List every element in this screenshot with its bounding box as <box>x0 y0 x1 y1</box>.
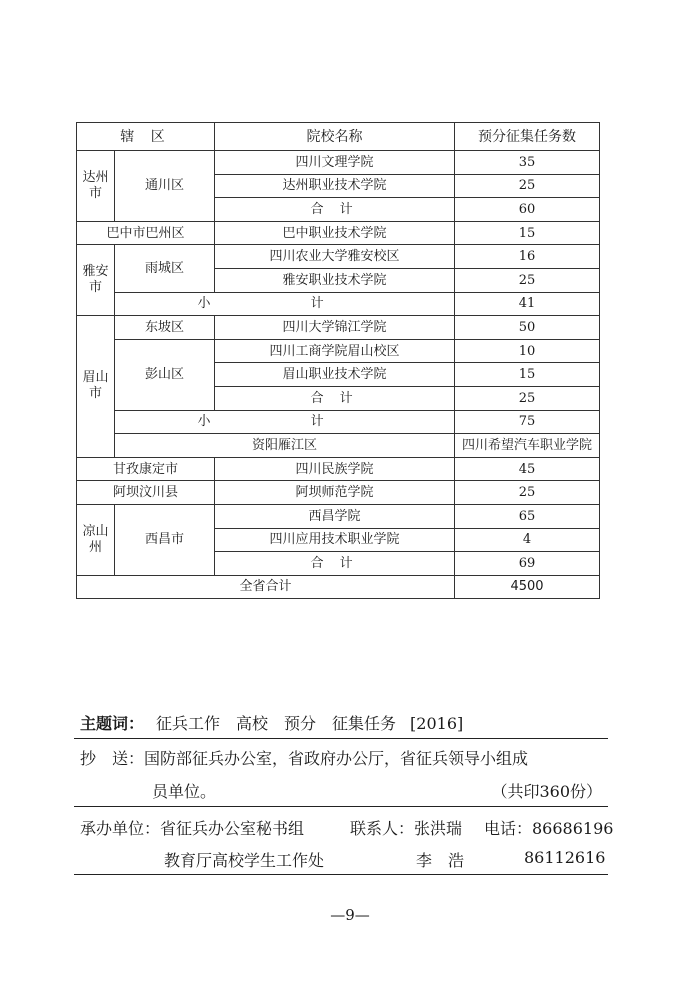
table-row <box>77 434 600 458</box>
school-cell: 四川希望汽车职业学院 <box>455 434 600 458</box>
school-cell: 巴中职业技术学院 <box>215 221 455 245</box>
quota-cell: 41 <box>455 292 600 316</box>
district-cell: 资阳雁江区 <box>115 434 455 458</box>
city-cell: 雅安市 <box>77 245 115 316</box>
school-cell: 四川工商学院眉山校区 <box>215 339 455 363</box>
district-cell: 阿坝汶川县 <box>77 481 215 505</box>
header-school: 院校名称 <box>215 123 455 151</box>
divider <box>74 738 608 739</box>
organizer-unit: 承办单位：省征兵办公室秘书组 <box>80 819 305 838</box>
quota-cell: 16 <box>455 245 600 269</box>
school-cell: 四川民族学院 <box>215 457 455 481</box>
print-copies: （共印360份） <box>491 782 602 801</box>
district-cell: 通川区 <box>115 151 215 222</box>
quota-cell: 35 <box>455 151 600 175</box>
table-row <box>77 339 600 363</box>
district-cell: 西昌市 <box>115 504 215 575</box>
quota-cell: 4 <box>455 528 600 552</box>
quota-cell: 15 <box>455 221 600 245</box>
quota-cell: 25 <box>455 386 600 410</box>
quota-cell: 10 <box>455 339 600 363</box>
subject-label: 主题词： <box>80 714 145 733</box>
district-cell: 东坡区 <box>115 316 215 340</box>
cc-line-2 <box>152 779 602 802</box>
quota-cell: 45 <box>455 457 600 481</box>
divider <box>74 806 608 807</box>
cc-continuation: 员单位。 <box>152 782 217 801</box>
header-quota: 预分征集任务数 <box>455 123 600 151</box>
subject-line <box>80 711 604 734</box>
school-cell: 眉山职业技术学院 <box>215 363 455 387</box>
table-row <box>77 481 600 505</box>
province-total-quota: 4500 <box>455 575 600 599</box>
page-number: —9— <box>330 906 370 924</box>
district-cell: 甘孜康定市 <box>77 457 215 481</box>
subject-keywords: 征兵工作 高校 预分 征集任务 <box>156 714 397 733</box>
quota-cell: 25 <box>455 481 600 505</box>
cc-line-1: 抄 送：国防部征兵办公室，省政府办公厅，省征兵领导小组成 <box>80 749 529 768</box>
quota-cell: 25 <box>455 268 600 292</box>
school-cell: 雅安职业技术学院 <box>215 268 455 292</box>
contact-phone: 电话：86686196 <box>484 819 614 838</box>
table-row <box>77 316 600 340</box>
table-row <box>77 410 600 434</box>
sum-label-cell: 合 计 <box>215 386 455 410</box>
school-cell: 四川应用技术职业学院 <box>215 528 455 552</box>
school-cell: 四川文理学院 <box>215 151 455 175</box>
table-row <box>77 457 600 481</box>
table-header-row <box>77 123 600 151</box>
quota-cell: 60 <box>455 198 600 222</box>
table-row <box>77 292 600 316</box>
city-cell: 凉山州 <box>77 504 115 575</box>
quota-cell: 15 <box>455 363 600 387</box>
quota-table <box>76 122 600 599</box>
city-cell: 眉山市 <box>77 316 115 458</box>
organizer-unit: 教育厅高校学生工作处 <box>164 851 325 870</box>
province-total-label: 全省合计 <box>77 575 455 599</box>
school-cell: 四川大学锦江学院 <box>215 316 455 340</box>
header-district: 辖 区 <box>77 123 215 151</box>
table-row <box>77 504 600 528</box>
quota-cell: 50 <box>455 316 600 340</box>
city-cell: 达州市 <box>77 151 115 222</box>
subtotal-label-cell: 小 计 <box>115 410 455 434</box>
table-row <box>77 245 600 269</box>
school-cell: 阿坝师范学院 <box>215 481 455 505</box>
divider <box>74 874 608 875</box>
district-cell: 彭山区 <box>115 339 215 410</box>
quota-cell: 69 <box>455 552 600 576</box>
table-total-row <box>77 575 600 599</box>
school-cell: 达州职业技术学院 <box>215 174 455 198</box>
contact-person: 联系人：张洪瑞 <box>350 819 463 838</box>
district-cell: 巴中市巴州区 <box>77 221 215 245</box>
quota-cell: 65 <box>455 504 600 528</box>
table-row <box>77 221 600 245</box>
contact-phone: 86112616 <box>524 848 606 867</box>
quota-cell: 75 <box>455 410 600 434</box>
subject-year: [2016] <box>410 714 464 733</box>
contact-person: 李 浩 <box>416 851 465 870</box>
subtotal-label-cell: 小 计 <box>115 292 455 316</box>
sum-label-cell: 合 计 <box>215 198 455 222</box>
school-cell: 四川农业大学雅安校区 <box>215 245 455 269</box>
quota-cell: 25 <box>455 174 600 198</box>
school-cell: 西昌学院 <box>215 504 455 528</box>
sum-label-cell: 合 计 <box>215 552 455 576</box>
table-row <box>77 151 600 175</box>
district-cell: 雨城区 <box>115 245 215 292</box>
